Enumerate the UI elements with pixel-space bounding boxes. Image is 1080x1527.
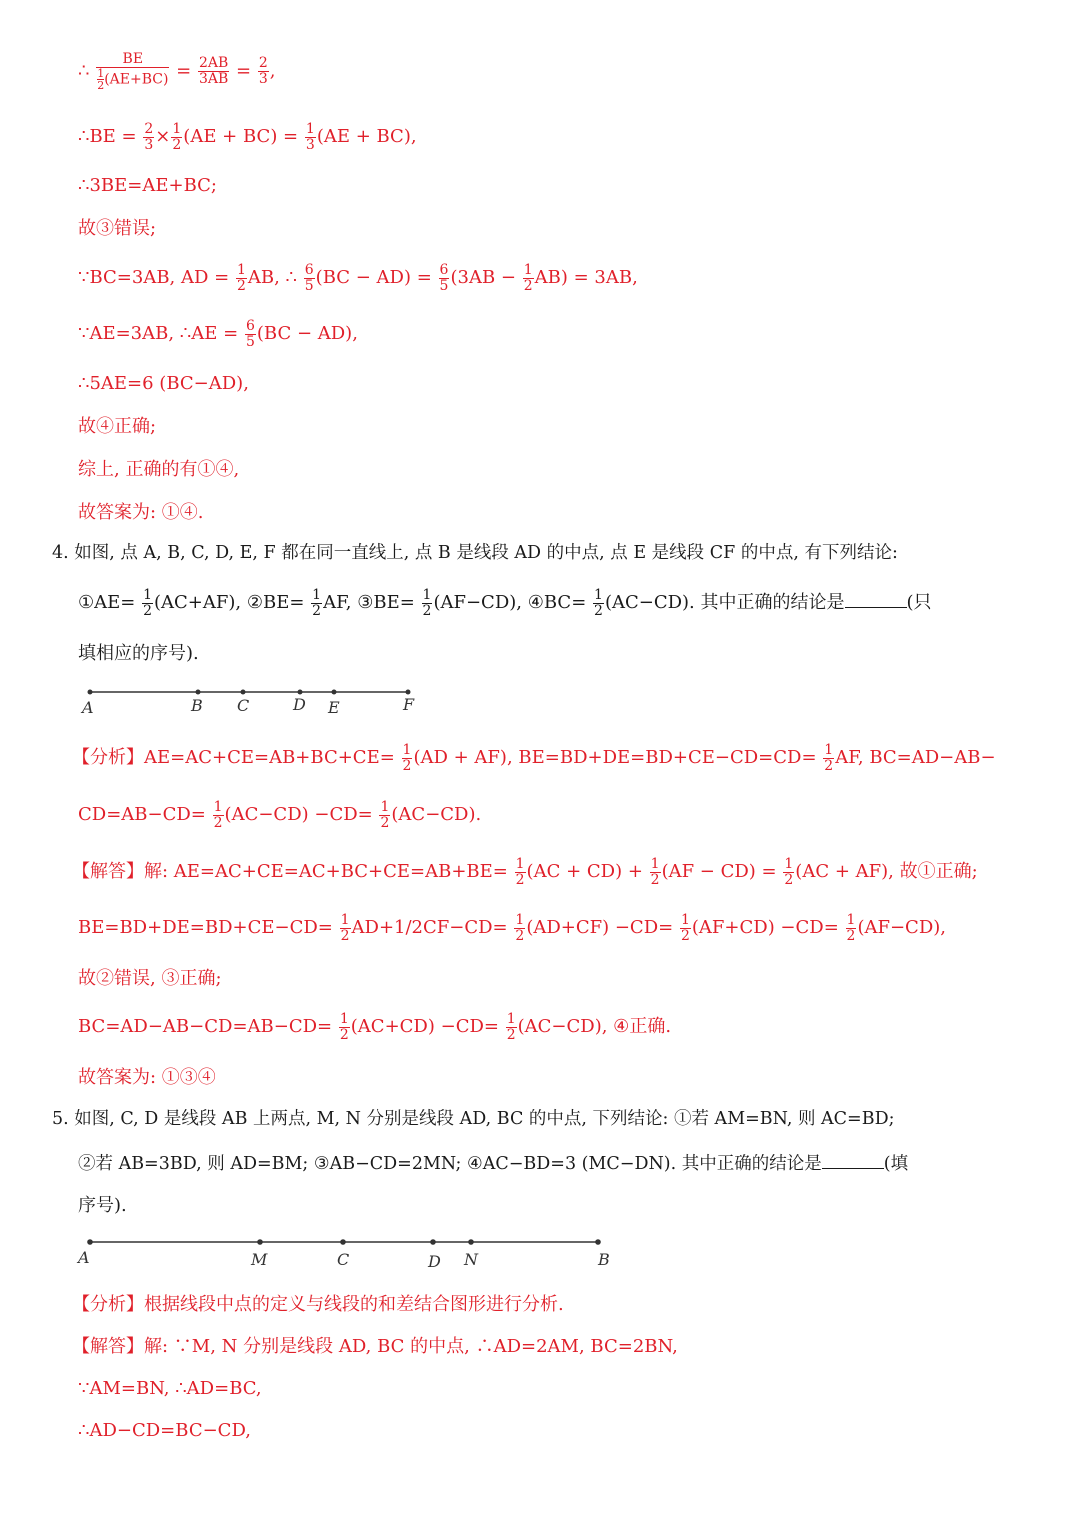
point-c — [340, 1239, 346, 1245]
s1-line-7: ∴5AE=6 (BC−AD), — [78, 373, 249, 394]
q5-analysis: 【分析】根据线段中点的定义与线段的和差结合图形进行分析. — [72, 1294, 564, 1315]
q4-answer: 故答案为: ①③④ — [78, 1067, 216, 1088]
fraction: $\frac{1}{2}$ — [515, 912, 525, 944]
point-c — [241, 690, 246, 695]
s1-line-2: ∴BE = $\frac{2}{3}$ × $\frac{1}{2}$ (AE + BC) = $\frac{1}{3}$ (AE + BC), — [78, 121, 417, 153]
q5-line-1: 5. 如图, C, D 是线段 AB 上两点, M, N 分别是线段 AD, BC 的中点, 下列结论: ①若 AM=BN, 则 AC=BD; — [52, 1109, 895, 1129]
fraction: $\frac{1}{2}$ — [380, 799, 390, 831]
fraction: $\frac{1}{2}$ — [213, 799, 223, 831]
q4-solution-2: BE=BD+DE=BD+CE−CD= $\frac{1}{2}$ AD+1/2CF−CD= $\frac{1}{2}$ (AD+CF) −CD= $\frac{1}{2}$ (AF+CD) −CD= $\frac{1}{2}$ (AF−CD), — [78, 912, 947, 944]
s1-line-8: 故④正确; — [78, 416, 157, 437]
label-a: A — [82, 698, 94, 717]
point-d — [298, 690, 303, 695]
s1-answer: 故答案为: ①④. — [78, 502, 204, 523]
fraction: $\frac{1}{2}$ — [523, 262, 533, 294]
fraction: $\frac{1}{2}$ — [650, 856, 660, 888]
label-d: D — [428, 1252, 441, 1271]
q4-line-3: 填相应的序号). — [78, 643, 199, 664]
q5-line-3: 序号). — [78, 1195, 127, 1216]
point-a — [88, 690, 93, 695]
answer-blank — [845, 593, 907, 608]
q5-line-segment-figure — [72, 1232, 622, 1272]
s1-line-5: ∵BC=3AB, AD = $\frac{1}{2}$ AB, ∴ $\frac{6}{5}$ (BC − AD) = $\frac{6}{5}$ (3AB − $\frac{1}{2}$ AB) = 3AB, — [78, 262, 638, 294]
fraction: $\frac{1}{2}$ — [680, 912, 690, 944]
s1-line-9: 综上, 正确的有①④, — [78, 459, 240, 480]
fraction: $\frac{2AB}{3AB}$ — [199, 55, 229, 87]
label-m: M — [251, 1250, 268, 1269]
fraction: $\frac{2}{3}$ — [258, 55, 268, 87]
q5-solution-1: 【解答】解: ∵M, N 分别是线段 AD, BC 的中点, ∴AD=2AM, BC=2BN, — [72, 1336, 678, 1357]
fraction: $\frac{1}{2}$ — [506, 1011, 516, 1043]
fraction: $\frac{6}{5}$ — [304, 262, 314, 294]
fraction: $\frac{1}{2}$ — [515, 856, 525, 888]
s1-line-4: 故③错误; — [78, 218, 157, 239]
q5-solution-3: ∴AD−CD=BC−CD, — [78, 1420, 251, 1441]
fraction: $\frac{1}{2}$ — [422, 587, 432, 619]
label-b: B — [598, 1250, 610, 1269]
q5-line-2: ②若 AB=3BD, 则 AD=BM; ③AB−CD=2MN; ④AC−BD=3 (MC−DN). 其中正确的结论是 (填 — [78, 1154, 909, 1174]
point-n — [468, 1239, 474, 1245]
s1-line-3: ∴3BE=AE+BC; — [78, 175, 217, 196]
label-n: N — [464, 1250, 478, 1269]
fraction: $\frac{1}{3}$ — [305, 121, 315, 153]
point-e — [332, 690, 337, 695]
s1-line-1: ∴ BE $\frac{1}{2}$ (AE+BC) = $\frac{2AB}{3AB}$ = $\frac{2}{3}$ , — [78, 51, 276, 92]
point-b — [595, 1239, 601, 1245]
q5-solution-2: ∵AM=BN, ∴AD=BC, — [78, 1378, 262, 1399]
q4-line-segment-figure — [78, 682, 428, 718]
fraction: $\frac{1}{2}$ — [339, 1011, 349, 1043]
fraction: $\frac{1}{2}$ — [312, 587, 322, 619]
fraction: $\frac{1}{2}$ — [402, 742, 412, 774]
answer-blank — [822, 1154, 884, 1169]
q4-analysis-1: 【分析】AE=AC+CE=AB+BC+CE= $\frac{1}{2}$ (AD + AF), BE=BD+DE=BD+CE−CD=CD= $\frac{1}{2}$ AF, BC=AD−AB− — [72, 742, 996, 774]
fraction: $\frac{1}{2}$ — [846, 912, 856, 944]
point-d — [430, 1239, 436, 1245]
point-m — [257, 1239, 263, 1245]
label-f: F — [403, 695, 415, 714]
label-d: D — [293, 695, 306, 714]
point-a — [87, 1239, 93, 1245]
label-e: E — [328, 698, 340, 717]
fraction: $\frac{1}{2}$ — [143, 587, 153, 619]
fraction: $\frac{1}{2}$ — [340, 912, 350, 944]
q4-analysis-2: CD=AB−CD= $\frac{1}{2}$ (AC−CD) −CD= $\frac{1}{2}$ (AC−CD). — [78, 799, 482, 831]
q4-solution-3: 故②错误, ③正确; — [78, 968, 222, 989]
point-b — [196, 690, 201, 695]
fraction: BE $\frac{1}{2}$ (AE+BC) — [97, 51, 169, 92]
fraction: $\frac{1}{2}$ — [594, 587, 603, 619]
fraction: $\frac{6}{5}$ — [439, 262, 449, 294]
fraction: $\frac{1}{2}$ — [236, 262, 246, 294]
q4-solution-4: BC=AD−AB−CD=AB−CD= $\frac{1}{2}$ (AC+CD) −CD= $\frac{1}{2}$ (AC−CD), ④正确. — [78, 1011, 672, 1043]
label-a: A — [78, 1248, 90, 1267]
label-c: C — [237, 696, 250, 715]
fraction: $\frac{6}{5}$ — [245, 318, 255, 350]
label-b: B — [191, 696, 203, 715]
q4-line-1: 4. 如图, 点 A, B, C, D, E, F 都在同一直线上, 点 B 是线段 AD 的中点, 点 E 是线段 CF 的中点, 有下列结论: — [52, 543, 898, 563]
fraction: $\frac{1}{2}$ — [172, 121, 182, 153]
fraction: $\frac{2}{3}$ — [144, 121, 154, 153]
q4-line-2: ①AE= $\frac{1}{2}$ (AC+AF), ②BE= $\frac{1}{2}$ AF, ③BE= $\frac{1}{2}$ (AF−CD), ④BC= $\frac{1}{2}$ (AC−CD). 其中正确的结论是 (只 — [78, 587, 932, 619]
label-c: C — [337, 1250, 350, 1269]
s1-line-6: ∵AE=3AB, ∴AE = $\frac{6}{5}$ (BC − AD), — [78, 318, 358, 350]
fraction: $\frac{1}{2}$ — [784, 856, 794, 888]
q4-solution-1: 【解答】解: AE=AC+CE=AC+BC+CE=AB+BE= $\frac{1}{2}$ (AC + CD) + $\frac{1}{2}$ (AF − CD) = $\frac{1}{2}$ (AC + AF), 故①正确; — [72, 856, 978, 888]
fraction: $\frac{1}{2}$ — [824, 742, 834, 774]
point-f — [406, 690, 411, 695]
